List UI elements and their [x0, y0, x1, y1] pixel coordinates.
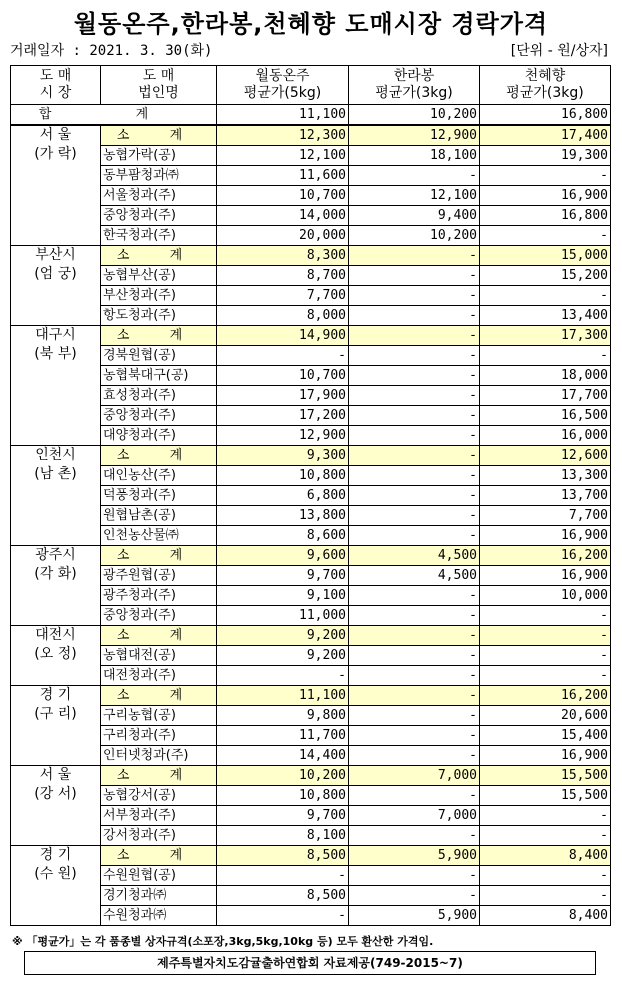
company-name: 인천농산물㈜	[101, 526, 217, 546]
price-cell: 7,000	[349, 766, 480, 786]
market-region: 경 기 (구 리)	[11, 686, 101, 766]
price-cell: 10,800	[217, 786, 349, 806]
price-cell: 12,600	[480, 446, 611, 466]
market-region: 광주시 (각 화)	[11, 546, 101, 626]
price-cell: 15,400	[480, 726, 611, 746]
price-cell: -	[349, 286, 480, 306]
company-name: 동부팜청과㈜	[101, 166, 217, 186]
price-cell: -	[349, 506, 480, 526]
subtotal-row	[11, 846, 611, 866]
header-col2: 한라봉 평균가(3kg)	[349, 66, 480, 105]
price-cell: 14,400	[217, 746, 349, 766]
company-name: 광주원협(공)	[101, 566, 217, 586]
price-cell: -	[217, 346, 349, 366]
price-cell: 5,900	[349, 846, 480, 866]
subtotal-label: 소 계	[101, 766, 217, 786]
table-row	[11, 286, 611, 306]
table-row	[11, 826, 611, 846]
price-cell: 9,400	[349, 206, 480, 226]
price-cell: -	[480, 286, 611, 306]
table-row	[11, 226, 611, 246]
company-name: 중앙청과(주)	[101, 606, 217, 626]
table-row	[11, 746, 611, 766]
subtotal-row	[11, 626, 611, 646]
price-cell: 11,100	[217, 686, 349, 706]
market-region: 대전시 (오 정)	[11, 626, 101, 686]
price-cell: -	[217, 906, 349, 926]
price-cell: -	[349, 426, 480, 446]
price-cell: -	[349, 346, 480, 366]
table-row	[11, 506, 611, 526]
price-cell: 16,900	[480, 746, 611, 766]
price-cell: 10,200	[349, 226, 480, 246]
price-cell: -	[349, 686, 480, 706]
price-cell: 10,200	[217, 766, 349, 786]
price-cell: 8,300	[217, 246, 349, 266]
source-footer: 제주특별자치도감귤출하연합회 자료제공(749-2015~7)	[24, 951, 596, 975]
price-cell: 7,000	[349, 806, 480, 826]
price-cell: 9,100	[217, 586, 349, 606]
table-row	[11, 806, 611, 826]
company-name: 농협가락(공)	[101, 146, 217, 166]
subtotal-row	[11, 766, 611, 786]
market-region: 인천시 (남 촌)	[11, 446, 101, 546]
table-row	[11, 186, 611, 206]
company-name: 서부청과(주)	[101, 806, 217, 826]
subtotal-label: 소 계	[101, 446, 217, 466]
price-cell: 10,700	[217, 366, 349, 386]
price-cell: 15,500	[480, 786, 611, 806]
price-cell: 20,600	[480, 706, 611, 726]
price-cell: 16,900	[480, 186, 611, 206]
table-row	[11, 466, 611, 486]
table-row	[11, 666, 611, 686]
subtotal-label: 소 계	[101, 626, 217, 646]
price-cell: -	[349, 466, 480, 486]
price-cell: 10,700	[217, 186, 349, 206]
price-cell: 13,800	[217, 506, 349, 526]
price-cell: 17,900	[217, 386, 349, 406]
company-name: 서울청과(주)	[101, 186, 217, 206]
price-cell: 17,300	[480, 326, 611, 346]
price-table	[10, 65, 611, 926]
table-row	[11, 306, 611, 326]
table-row	[11, 526, 611, 546]
price-cell: -	[349, 406, 480, 426]
price-cell: -	[349, 386, 480, 406]
price-cell: 9,200	[217, 646, 349, 666]
company-name: 대양청과(주)	[101, 426, 217, 446]
company-name: 대전청과(주)	[101, 666, 217, 686]
price-cell: -	[349, 786, 480, 806]
price-cell: -	[349, 166, 480, 186]
company-name: 덕풍청과(주)	[101, 486, 217, 506]
price-cell: -	[349, 646, 480, 666]
company-name: 구리농협(공)	[101, 706, 217, 726]
table-row	[11, 586, 611, 606]
market-region: 경 기 (수 원)	[11, 846, 101, 926]
price-cell: -	[217, 666, 349, 686]
price-cell: -	[480, 166, 611, 186]
price-cell: 15,200	[480, 266, 611, 286]
table-row	[11, 646, 611, 666]
company-name: 농협대전(공)	[101, 646, 217, 666]
company-name: 경기청과㈜	[101, 886, 217, 906]
price-cell: -	[480, 886, 611, 906]
price-cell: -	[349, 746, 480, 766]
page-title: 월동온주,한라봉,천혜향 도매시장 경락가격	[73, 10, 549, 38]
price-cell: 16,900	[480, 566, 611, 586]
price-cell: 9,600	[217, 546, 349, 566]
price-cell: -	[349, 606, 480, 626]
table-row	[11, 346, 611, 366]
price-cell: 8,500	[217, 846, 349, 866]
price-cell: -	[349, 726, 480, 746]
price-cell: 13,300	[480, 466, 611, 486]
total-label: 합 계	[11, 105, 217, 126]
subtotal-row	[11, 446, 611, 466]
price-cell: 8,000	[217, 306, 349, 326]
subtotal-row	[11, 546, 611, 566]
table-row	[11, 406, 611, 426]
company-name: 농협북대구(공)	[101, 366, 217, 386]
price-cell: 9,700	[217, 806, 349, 826]
company-name: 수원청과㈜	[101, 906, 217, 926]
company-name: 광주청과(주)	[101, 586, 217, 606]
price-cell: 10,000	[480, 586, 611, 606]
price-cell: 14,000	[217, 206, 349, 226]
table-row	[11, 266, 611, 286]
price-cell: 12,100	[217, 146, 349, 166]
table-row	[11, 886, 611, 906]
price-cell: 9,200	[217, 626, 349, 646]
price-cell: 13,700	[480, 486, 611, 506]
market-region: 서 울 (강 서)	[11, 766, 101, 846]
price-cell: 7,700	[217, 286, 349, 306]
price-cell: 16,500	[480, 406, 611, 426]
subtotal-label: 소 계	[101, 686, 217, 706]
subtotal-row	[11, 246, 611, 266]
price-cell: -	[349, 266, 480, 286]
market-region: 서 울 (가 락)	[11, 125, 101, 246]
company-name: 중앙청과(주)	[101, 206, 217, 226]
table-row	[11, 486, 611, 506]
price-cell: 8,600	[217, 526, 349, 546]
table-row	[11, 726, 611, 746]
price-cell: 17,200	[217, 406, 349, 426]
price-cell: -	[480, 646, 611, 666]
price-cell: -	[480, 626, 611, 646]
total-value: 11,100	[217, 105, 349, 126]
subtotal-label: 소 계	[101, 546, 217, 566]
table-row	[11, 906, 611, 926]
market-region: 부산시 (엄 궁)	[11, 246, 101, 326]
price-cell: -	[480, 866, 611, 886]
market-region: 대구시 (북 부)	[11, 326, 101, 446]
company-name: 경북원협(공)	[101, 346, 217, 366]
company-name: 강서청과(주)	[101, 826, 217, 846]
subtotal-row	[11, 326, 611, 346]
table-row	[11, 166, 611, 186]
price-cell: 5,900	[349, 906, 480, 926]
price-cell: 17,400	[480, 125, 611, 146]
price-cell: 20,000	[217, 226, 349, 246]
price-cell: 12,900	[217, 426, 349, 446]
table-row	[11, 706, 611, 726]
table-row	[11, 206, 611, 226]
price-cell: 12,300	[217, 125, 349, 146]
price-cell: 11,000	[217, 606, 349, 626]
price-cell: 17,700	[480, 386, 611, 406]
price-cell: 19,300	[480, 146, 611, 166]
company-name: 농협강서(공)	[101, 786, 217, 806]
price-cell: 8,100	[217, 826, 349, 846]
price-cell: 6,800	[217, 486, 349, 506]
price-cell: -	[349, 486, 480, 506]
table-row	[11, 426, 611, 446]
subtotal-label: 소 계	[101, 246, 217, 266]
company-name: 농협부산(공)	[101, 266, 217, 286]
table-row	[11, 146, 611, 166]
company-name: 부산청과(주)	[101, 286, 217, 306]
table-row	[11, 566, 611, 586]
price-cell: -	[349, 366, 480, 386]
price-cell: 16,900	[480, 526, 611, 546]
price-cell: 15,000	[480, 246, 611, 266]
price-cell: 12,900	[349, 125, 480, 146]
price-cell: -	[349, 886, 480, 906]
subtotal-row	[11, 686, 611, 706]
price-cell: 9,300	[217, 446, 349, 466]
company-name: 항도청과(주)	[101, 306, 217, 326]
company-name: 대인농산(주)	[101, 466, 217, 486]
price-cell: 10,800	[217, 466, 349, 486]
price-cell: -	[349, 326, 480, 346]
unit-label: [단위 - 원/상자]	[510, 43, 608, 59]
price-cell: 11,600	[217, 166, 349, 186]
header-row	[11, 66, 611, 105]
table-row	[11, 866, 611, 886]
header-col3: 천혜향 평균가(3kg)	[480, 66, 611, 105]
price-cell: 9,800	[217, 706, 349, 726]
price-cell: 8,400	[480, 906, 611, 926]
price-cell: 16,000	[480, 426, 611, 446]
price-cell: -	[217, 866, 349, 886]
header-market: 도 매 시 장	[11, 66, 101, 105]
price-cell: -	[480, 806, 611, 826]
company-name: 원협남촌(공)	[101, 506, 217, 526]
subtotal-row	[11, 125, 611, 146]
table-row	[11, 386, 611, 406]
price-cell: 12,100	[349, 186, 480, 206]
price-cell: 18,100	[349, 146, 480, 166]
price-cell: 8,500	[217, 886, 349, 906]
price-cell: -	[480, 826, 611, 846]
price-cell: -	[480, 606, 611, 626]
price-cell: 15,500	[480, 766, 611, 786]
price-cell: 11,700	[217, 726, 349, 746]
header-company: 도 매 법인명	[101, 66, 217, 105]
table-row	[11, 786, 611, 806]
company-name: 효성청과(주)	[101, 386, 217, 406]
price-cell: -	[349, 826, 480, 846]
price-cell: -	[349, 626, 480, 646]
company-name: 수원원협(공)	[101, 866, 217, 886]
price-cell: 13,400	[480, 306, 611, 326]
price-cell: -	[480, 226, 611, 246]
price-cell: -	[349, 586, 480, 606]
price-cell: 4,500	[349, 546, 480, 566]
subtotal-label: 소 계	[101, 846, 217, 866]
price-cell: 9,700	[217, 566, 349, 586]
price-cell: -	[349, 866, 480, 886]
price-cell: 8,400	[480, 846, 611, 866]
trade-date: 거래일자 : 2021. 3. 30(화)	[10, 43, 213, 59]
company-name: 중앙청과(주)	[101, 406, 217, 426]
price-cell: 18,000	[480, 366, 611, 386]
price-cell: -	[349, 306, 480, 326]
company-name: 인터넷청과(주)	[101, 746, 217, 766]
total-row	[11, 105, 611, 126]
subtotal-label: 소 계	[101, 326, 217, 346]
price-cell: -	[349, 706, 480, 726]
price-cell: 4,500	[349, 566, 480, 586]
company-name: 구리청과(주)	[101, 726, 217, 746]
price-cell: 16,200	[480, 546, 611, 566]
header-col1: 월동온주 평균가(5kg)	[217, 66, 349, 105]
price-cell: -	[480, 346, 611, 366]
price-cell: 8,700	[217, 266, 349, 286]
price-cell: -	[480, 666, 611, 686]
price-cell: -	[349, 246, 480, 266]
price-cell: 16,800	[480, 206, 611, 226]
total-value: 16,800	[480, 105, 611, 126]
price-cell: 14,900	[217, 326, 349, 346]
price-cell: 16,200	[480, 686, 611, 706]
table-row	[11, 366, 611, 386]
price-cell: -	[349, 446, 480, 466]
price-cell: 7,700	[480, 506, 611, 526]
table-row	[11, 606, 611, 626]
footnote: ※ 「평균가」는 각 품종별 상자규격(소포장,3kg,5kg,10kg 등) 모두 환산한 가격임.	[12, 935, 434, 948]
price-cell: -	[349, 666, 480, 686]
subtotal-label: 소 계	[101, 125, 217, 146]
price-cell: -	[349, 526, 480, 546]
total-value: 10,200	[349, 105, 480, 126]
company-name: 한국청과(주)	[101, 226, 217, 246]
